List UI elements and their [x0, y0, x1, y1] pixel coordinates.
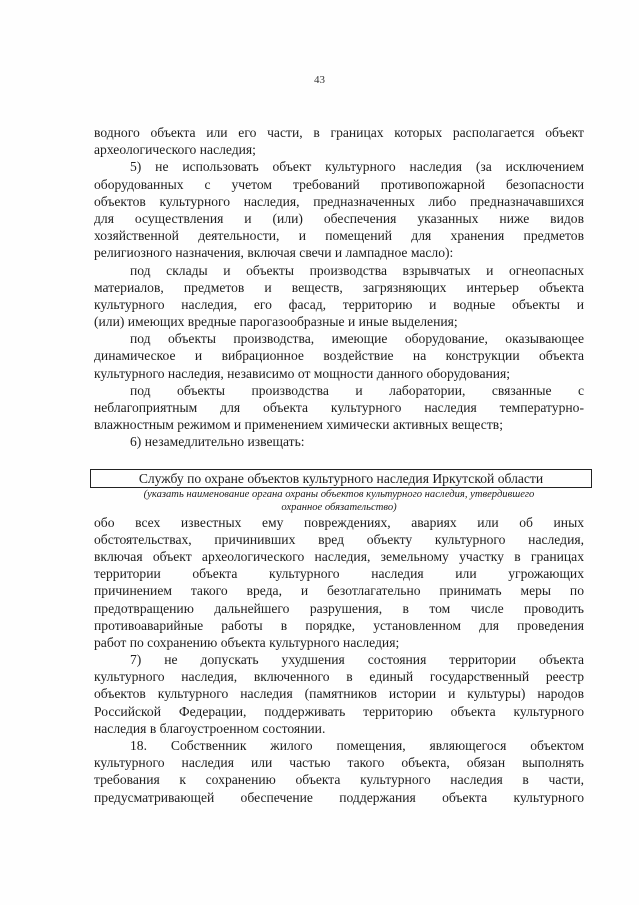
text-line: предусматривающей обеспечение поддержания объекта культурного	[94, 789, 584, 805]
text-line: под объекты производства, имеющие оборудование, оказывающее	[130, 331, 584, 347]
text-line: объектов культурного наследия (памятников истории и культуры) народов	[94, 686, 584, 702]
text-line: объектов культурного наследия, предназначенных либо предназначавшихся	[94, 193, 584, 209]
text-line: неблагоприятным для объекта культурного наследия температурно-	[94, 400, 584, 415]
text-line: 7) не допускать ухудшения состояния территории объекта	[130, 652, 584, 668]
document-body	[94, 124, 584, 806]
paragraph-damages	[94, 514, 584, 652]
text-line: обо всех известных ему повреждениях, авариях или об иных	[94, 514, 584, 530]
text-line: для осуществления и (или) обеспечения указанных ниже видов	[94, 210, 584, 226]
text-line: культурного наследия, независимо от мощности данного оборудования;	[94, 365, 511, 381]
paragraph-item-18	[94, 737, 584, 806]
text-line: водного объекта или его части, в границах которых располагается объект	[94, 125, 584, 140]
paragraph-item-5	[94, 158, 584, 261]
text-line: археологического наследия;	[94, 142, 256, 158]
text-line: (или) имеющих вредные парогазообразные и иные выделения;	[94, 314, 458, 330]
text-line: культурного наследия, его фасад, территорию и водные объекты и	[94, 296, 584, 312]
text-line: оборудованных с учетом требований противопожарной безопасности	[94, 176, 584, 192]
text-line: противоаварийные работы в порядке, установленном для проведения	[94, 617, 584, 633]
text-line: культурного наследия, включенного в единый государственный реестр	[94, 669, 584, 685]
field-caption: (указать наименование органа охраны объектов культурного наследия, утвердившего	[143, 488, 535, 500]
text-line: под объекты производства и лаборатории, связанные с	[130, 382, 584, 398]
text-line: материалов, предметов и веществ, загрязняющих интерьер объекта	[94, 279, 584, 295]
paragraph-item-6	[94, 433, 584, 450]
text-line: под склады и объекты производства взрывчатых и огнеопасных	[130, 262, 584, 278]
paragraph-warehouses	[94, 262, 584, 331]
paragraph-item-7	[94, 651, 584, 737]
text-line: хозяйственной деятельности, и помещений для хранения предметов	[94, 228, 584, 244]
text-line: религиозного назначения, включая свечи и лампадное масло):	[94, 245, 454, 261]
text-line: наследия в благоустроенном состоянии.	[94, 720, 326, 736]
text-line: культурного наследия или частью такого объекта, обязан выполнять	[94, 755, 584, 771]
text-line: включая объект археологического наследия, земельному участку в границах	[94, 548, 584, 564]
paragraph-laboratories	[94, 382, 584, 434]
paragraph-production	[94, 330, 584, 382]
text-line: требования к сохранению объекта культурного наследия в части,	[94, 772, 584, 788]
text-line: территории объекта культурного наследия или угрожающих	[94, 566, 584, 582]
text-line: работ по сохранению объекта культурного наследия;	[94, 634, 400, 650]
text-line: влажностным режимом и применением химически активных веществ;	[94, 417, 503, 433]
text-line: динамическое и вибрационное воздействие на конструкции объекта	[94, 348, 584, 364]
page-number: 43	[314, 74, 325, 86]
field-caption: охранное обязательство)	[281, 501, 397, 513]
text-line: обстоятельствах, причинивших вред объекту культурного наследия,	[94, 531, 584, 547]
text-line: причинением такого вреда, и безотлагательно принимать меры по	[94, 583, 584, 599]
paragraph-continuation	[94, 124, 584, 158]
text-line: Российской Федерации, поддерживать территорию объекта культурного	[94, 703, 584, 719]
text-line: предотвращению дальнейшего разрушения, в том числе проводить	[94, 600, 584, 616]
text-line: 6) незамедлительно извещать:	[130, 434, 305, 450]
text-line: 18. Собственник жилого помещения, являющегося объектом	[130, 738, 584, 753]
authority-name-box: Службу по охране объектов культурного наследия Иркутской области	[90, 469, 592, 488]
text-line: 5) не использовать объект культурного наследия (за исключением	[130, 159, 584, 175]
